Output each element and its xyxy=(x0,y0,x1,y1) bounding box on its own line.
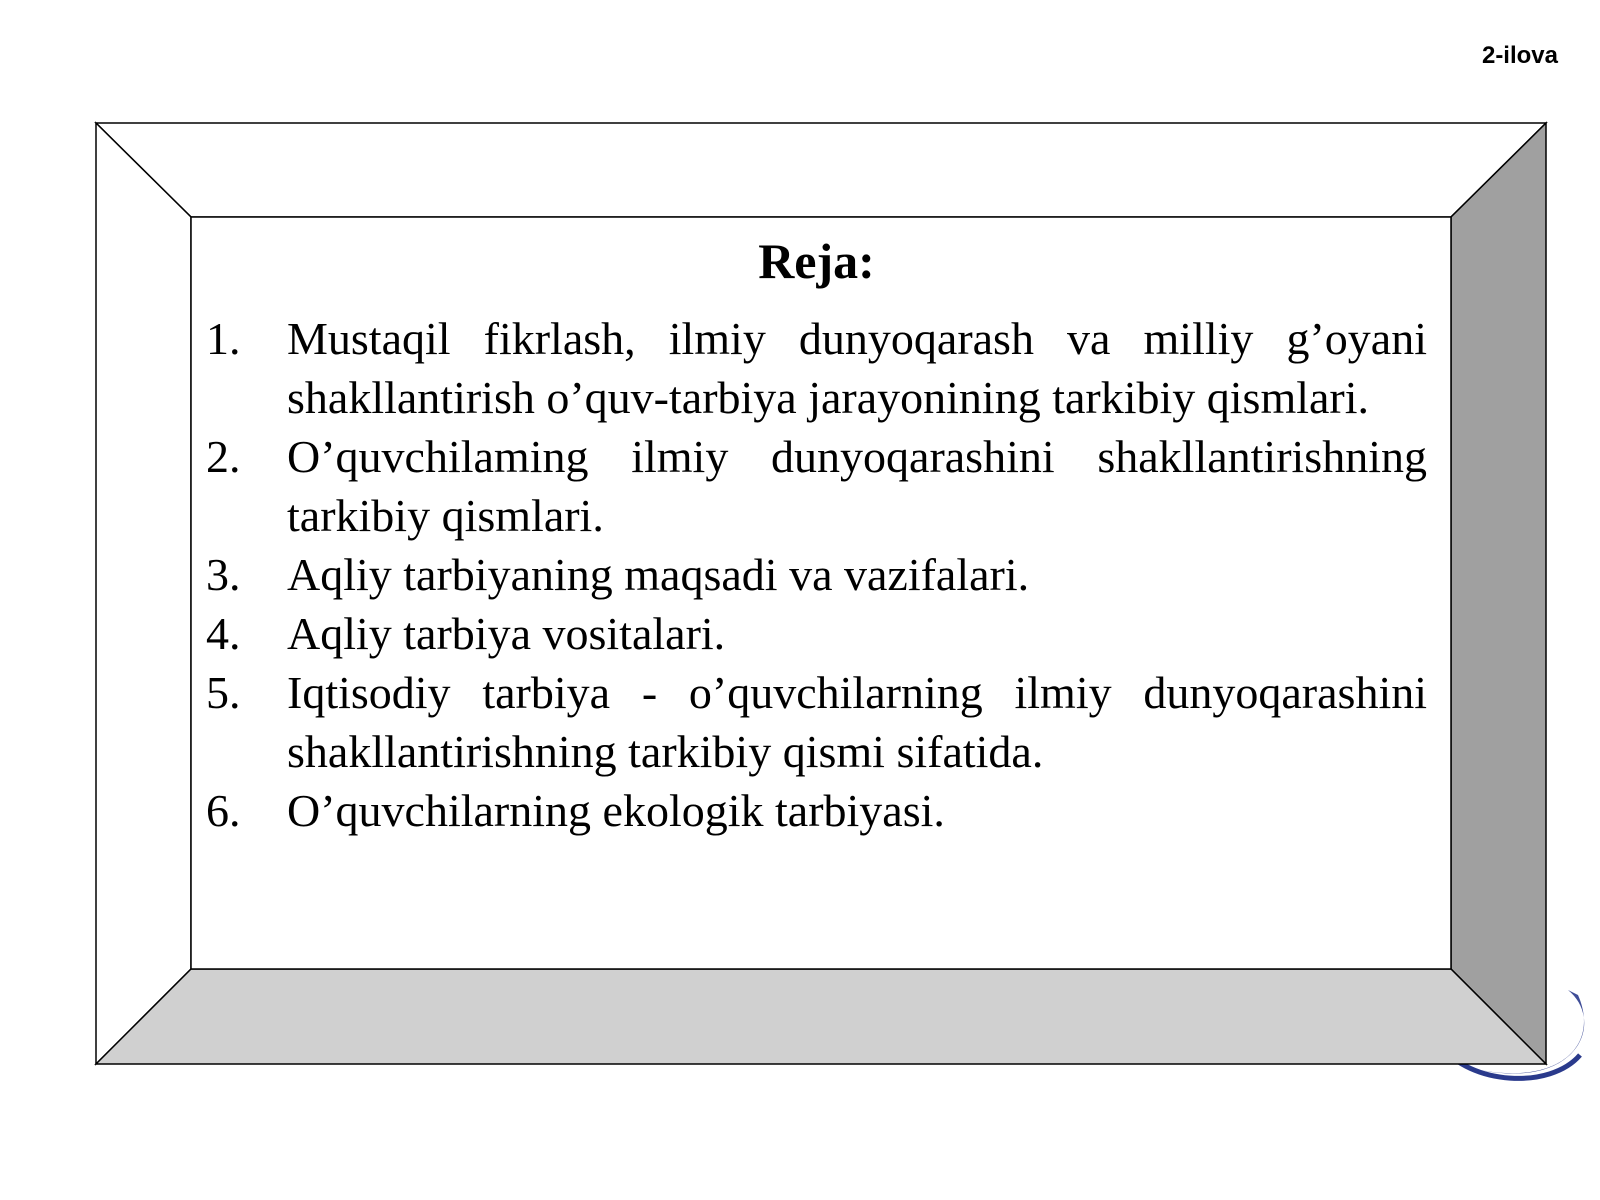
plan-item-text: Mustaqil fikrlash, ilmiy dunyoqarash va milliy g’oyani shakllantirish o’quv-tarbiya jarayonining tarkibiy qismlari. xyxy=(287,313,1427,423)
plan-item-3 xyxy=(206,545,1427,604)
frame-bottom-bevel xyxy=(96,969,1546,1064)
plan-item-6 xyxy=(206,781,1427,840)
plan-item-number: 2. xyxy=(206,431,241,482)
plan-item-text: Iqtisodiy tarbiya - o’quvchilarning ilmiy dunyoqarashini shakllantirishning tarkibiy qismi sifatida. xyxy=(287,667,1427,777)
plan-item-number: 4. xyxy=(206,608,241,659)
plan-item-1 xyxy=(206,309,1427,427)
frame-right-bevel xyxy=(1451,123,1546,1064)
annex-label: 2-ilova xyxy=(1481,42,1558,69)
plan-item-4 xyxy=(206,604,1427,663)
plan-panel xyxy=(192,217,1446,964)
frame-top-bevel xyxy=(96,123,1546,217)
plan-item-number: 3. xyxy=(206,549,241,600)
plan-item-text: O’quvchilaming ilmiy dunyoqarashini shakllantirishning tarkibiy qismlari. xyxy=(287,431,1427,541)
plan-item-text: Aqliy tarbiyaning maqsadi va vazifalari. xyxy=(287,549,1030,600)
plan-item-2 xyxy=(206,427,1427,545)
plan-item-5 xyxy=(206,663,1427,781)
plan-item-number: 1. xyxy=(206,313,241,364)
frame-left-bevel xyxy=(96,123,191,1064)
plan-title: Reja: xyxy=(758,233,875,289)
plan-list xyxy=(206,309,1427,840)
plan-item-number: 5. xyxy=(206,667,241,718)
plan-item-text: Aqliy tarbiya vositalari. xyxy=(287,608,726,659)
plan-item-text: O’quvchilarning ekologik tarbiyasi. xyxy=(287,785,945,836)
plan-item-number: 6. xyxy=(206,785,241,836)
